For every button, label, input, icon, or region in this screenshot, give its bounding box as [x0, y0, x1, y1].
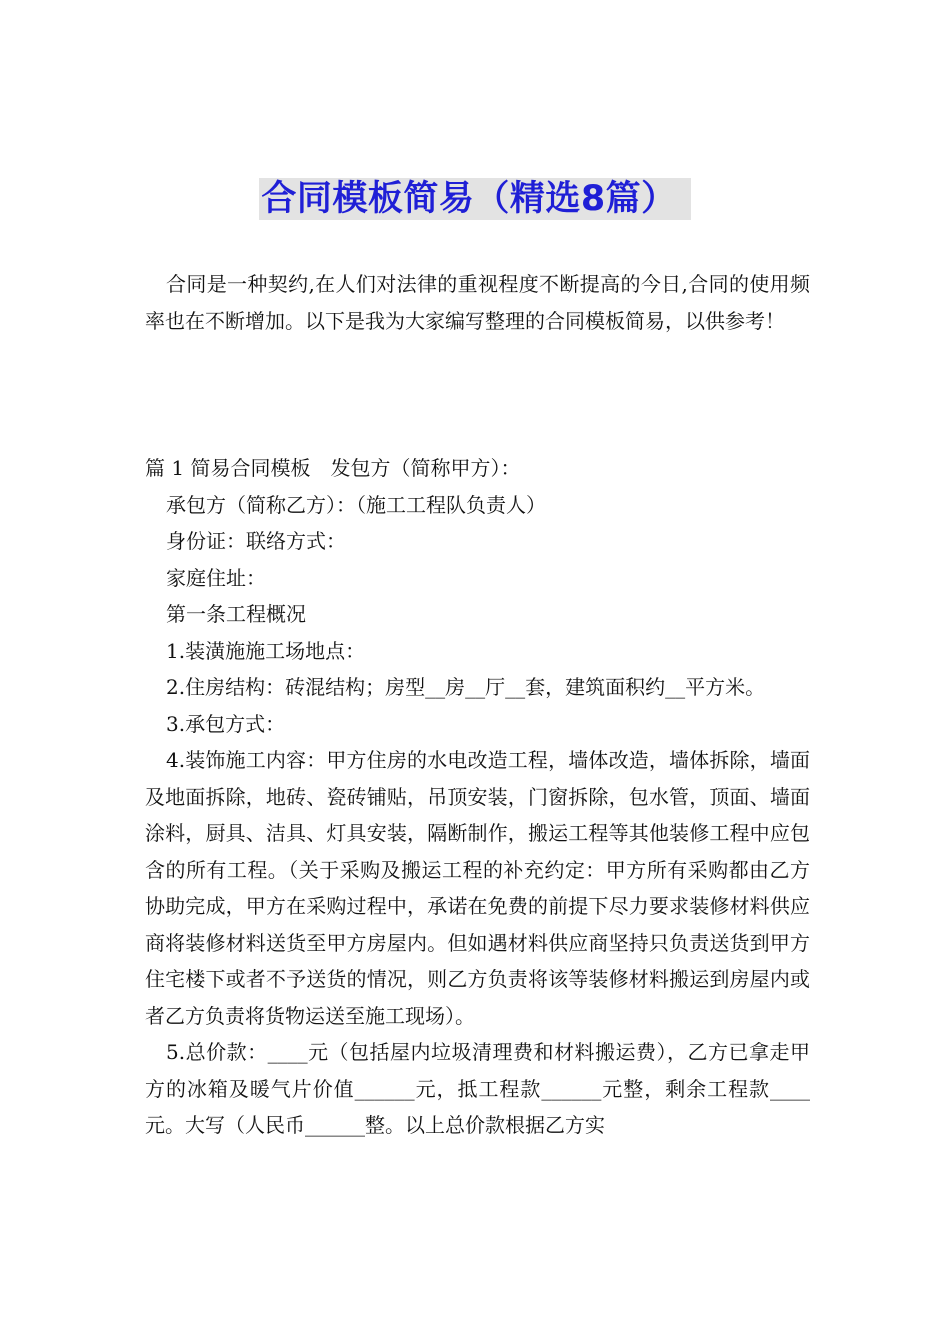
contract-body — [145, 450, 810, 1144]
clause-1: 1.装潢施施工场地点： — [166, 638, 366, 663]
title-container — [0, 178, 950, 220]
document-title: 合同模板简易（精选8篇） — [259, 178, 690, 220]
clause-4: 4.装饰施工内容：甲方住房的水电改造工程，墙体改造，墙体拆除，墙面及地面拆除，地砖、瓷砖铺贴，吊顶安装，门窗拆除，包水管，顶面、墙面涂料，厨具、洁具、灯具安装，隔断制作，搬运工程等其他装修工程中应包含的所有工程。（关于采购及搬运工程的补充约定：甲方所有采购都由乙方协助完成，甲方在采购过程中，承诺在免费的前提下尽力要求装修材料供应商将装修材料送货至甲方房屋内。但如遇材料供应商坚持只负责送货到甲方住宅楼下或者不予送货的情况，则乙方负责将该等装修材料搬运到房屋内或者乙方负责将货物运送至施工现场）。 — [145, 748, 810, 1028]
clause-5: 5.总价款：____元（包括屋内垃圾清理费和材料搬运费），乙方已拿走甲方的冰箱及暖气片价值______元，抵工程款______元整，剩余工程款____元。大写（人民币______整。以上总价款根据乙方实 — [145, 1040, 810, 1137]
clause-2: 2.住房结构：砖混结构；房型__房__厅__套，建筑面积约__平方米。 — [166, 675, 766, 699]
article-one-heading: 第一条工程概况 — [166, 602, 306, 626]
intro-section — [145, 266, 810, 339]
section-heading: 篇 1 简易合同模板 发包方（简称甲方）： — [145, 456, 521, 480]
clause-3: 3.承包方式： — [166, 711, 286, 736]
id-contact-line: 身份证：联络方式： — [166, 529, 346, 553]
contractor-line: 承包方（简称乙方）：（施工工程队负责人） — [166, 492, 546, 517]
intro-paragraph: 合同是一种契约,在人们对法律的重视程度不断提高的今日,合同的使用频率也在不断增加。以下是我为大家编写整理的合同模板简易，以供参考！ — [145, 272, 810, 333]
address-line: 家庭住址： — [166, 565, 266, 590]
